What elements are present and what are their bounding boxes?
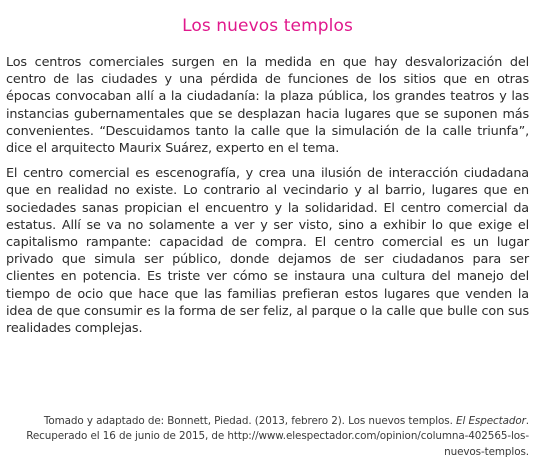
source-publication: El Espectador: [455, 415, 526, 427]
article-title: Los nuevos templos: [182, 16, 353, 36]
source-citation-prefix: Tomado y adaptado de: Bonnett, Piedad. (2013, febrero 2). Los nuevos templos.: [43, 415, 456, 427]
article-paragraph-1: Los centros comerciales surgen en la medida en que hay desvalorización del centro de las ciudades y una pérdida de funciones de los sitios que en otras épocas convocaban allí a la ciudadanía: la plaza pública, los grandes teatros y las instancias gubernamentales que se desplazan hacia lugares que se suponen más convenientes. “Descuidamos tanto la calle que la simulación de la calle triunfa”, dice el arquitecto Maurix Suárez, experto en el tema.: [6, 55, 529, 157]
article-paragraph-2: El centro comercial es escenografía, y crea una ilusión de interacción ciudadana que en realidad no existe. Lo contrario al vecindario y al barrio, lugares que en sociedades sanas propician el encuentro y la solidaridad. El centro comercial da estatus. Allí se va no solamente a ver y ser visto, sino a exhibir lo que exige el capitalismo rampante: capacidad de compra. El centro comercial es un lugar privado que simula ser público, donde dejamos de ser ciudadanos para ser clientes en potencia. Es triste ver cómo se instaura una cultura del manejo del tiempo de ocio que hace que las familias prefieran estos lugares que venden la idea de que consumir es la forma de ser feliz, al parque o la calle que bulle con sus realidades complejas.: [6, 166, 529, 337]
source-citation: [9, 414, 529, 460]
source-citation-suffix: . Recuperado el 16 de junio de 2015, de http://www.elespectador.com/opinion/columna-402565-los-nuevos-templos.: [26, 415, 529, 458]
